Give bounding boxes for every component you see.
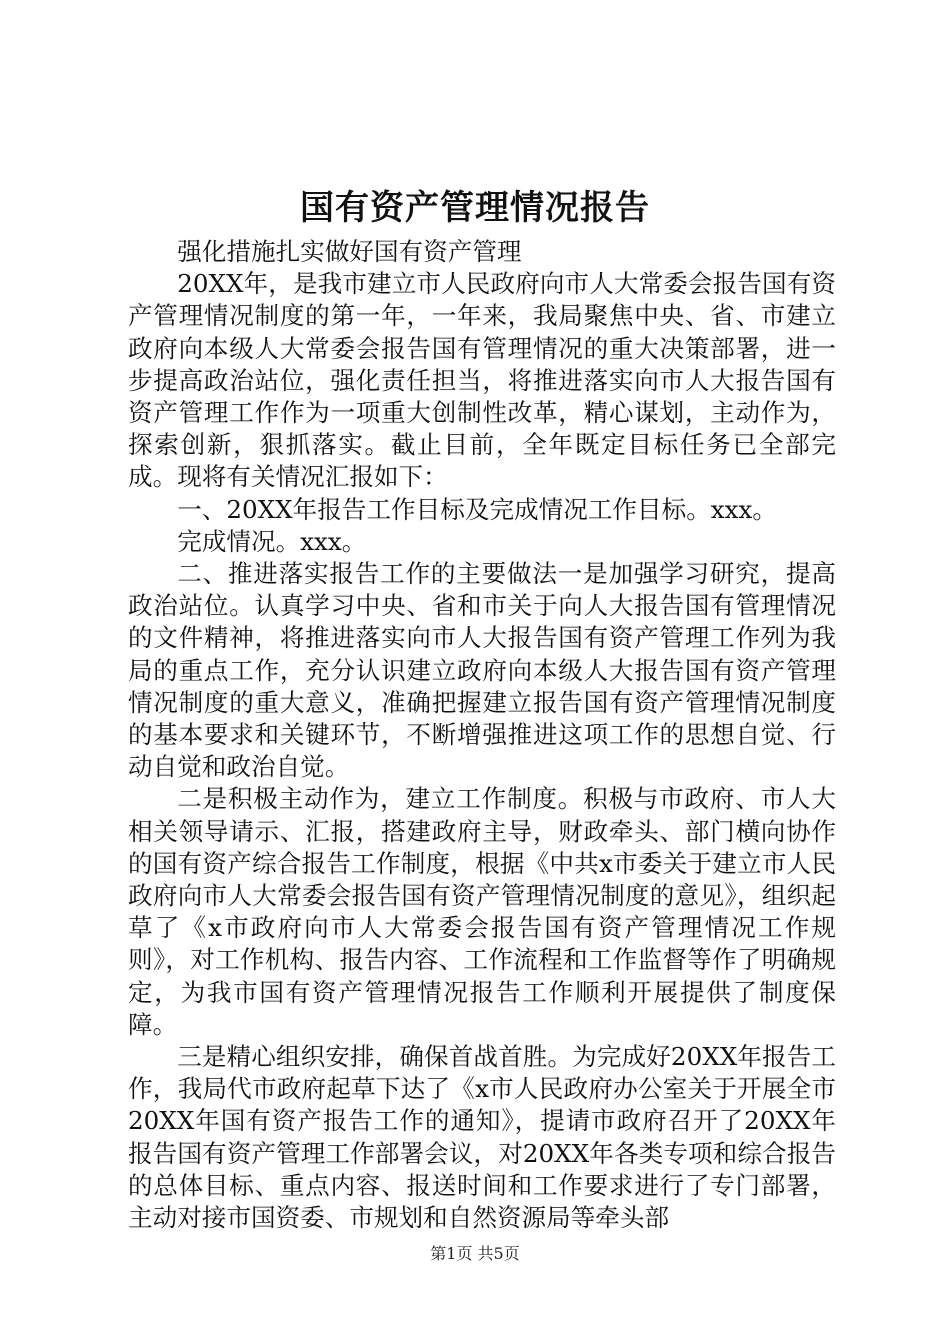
paragraph-completion: 完成情况。xxx。 [177,526,367,556]
paragraph-measure-three: 三是精心组织安排，确保首战首胜。为完成好20XX年报告工作，我局代市政府起草下达了《x市人民政府办公室关于开展全市20XX年国有资产报告工作的通知》，提请市政府召开了20XX年报告国有资产管理工作部署会议，对20XX年各类专项和综合报告的总体目标、重点内容、报送时间和工作要求进行了专门部署，主动对接市国资委、市规划和自然资源局等牵头部 [128,1042,836,1233]
paragraph-intro: 20XX年，是我市建立市人民政府向市人大常委会报告国有资产管理情况制度的第一年，一年来，我局聚焦中央、省、市建立政府向本级人大常委会报告国有管理情况的重大决策部署，进一步提高政治站位，强化责任担当，将推进落实向市人大报告国有资产管理工作作为一项重大创制性改革，精心谋划，主动作为，探索创新，狠抓落实。截止目前，全年既定目标任务已全部完成。现将有关情况汇报如下： [128,269,836,492]
paragraph-section-one: 一、20XX年报告工作目标及完成情况工作目标。xxx。 [177,494,777,524]
page-number-footer: 第1页 共5页 [430,1244,520,1263]
paragraph-section-two: 二、推进落实报告工作的主要做法一是加强学习研究，提高政治站位。认真学习中央、省和市关于向人大报告国有管理情况的文件精神，将推进落实向市人大报告国有资产管理工作列为我局的重点工作，充分认识建立政府向本级人大报告国有资产管理情况制度的重大意义，准确把握建立报告国有资产管理情况制度的基本要求和关键环节，不断增强推进这项工作的思想自觉、行动自觉和政治自觉。 [128,559,836,782]
paragraph-measure-two: 二是积极主动作为，建立工作制度。积极与市政府、市人大相关领导请示、汇报，搭建政府主导，财政牵头、部门横向协作的国有资产综合报告工作制度，根据《中共x市委关于建立市人民政府向市人大常委会报告国有资产管理情况制度的意见》，组织起草了《x市政府向市人大常委会报告国有资产管理情况工作规则》，对工作机构、报告内容、工作流程和工作监督等作了明确规定，为我市国有资产管理情况报告工作顺利开展提供了制度保障。 [128,784,836,1039]
paragraph-subtitle: 强化措施扎实做好国有资产管理 [177,237,522,266]
document-body [128,236,836,1234]
document-title: 国有资产管理情况报告 [300,188,650,228]
